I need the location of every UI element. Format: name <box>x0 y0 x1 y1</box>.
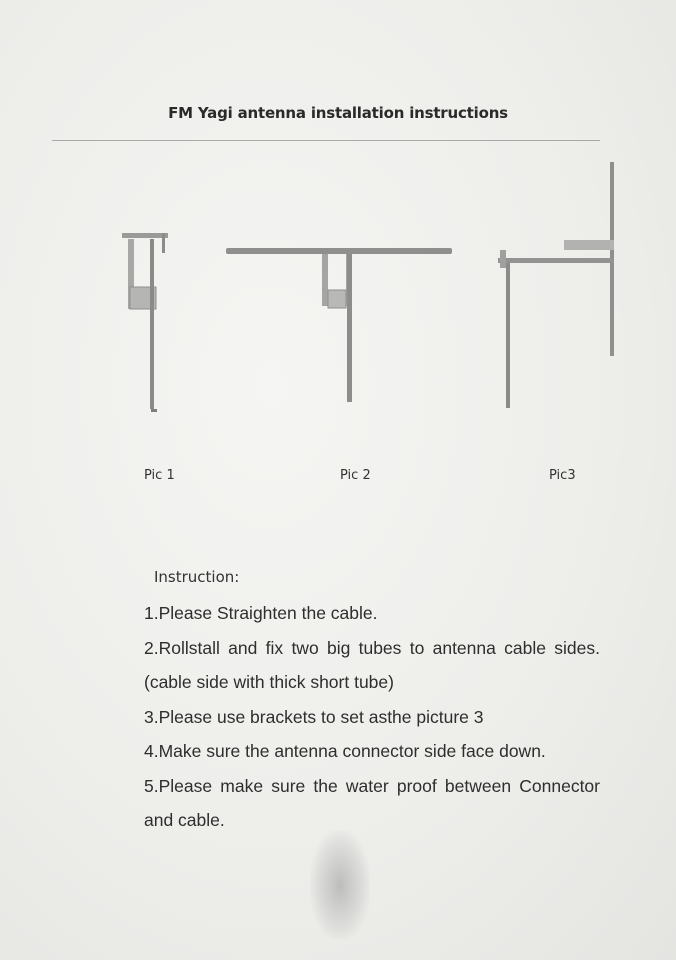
step-1: 1.Please Straighten the cable. <box>144 603 378 623</box>
title-divider <box>52 140 600 141</box>
antenna-bracket-mount-icon <box>492 158 622 413</box>
pic-1-label: Pic 1 <box>144 468 175 483</box>
step-3: 3.Please use brackets to set asthe picture 3 <box>144 706 484 727</box>
instruction-heading: Instruction: <box>154 568 240 586</box>
document-title: FM Yagi antenna installation instructions <box>168 104 508 122</box>
antenna-side-view-icon <box>110 225 180 420</box>
step-5: 5.Please make sure the water proof between Connector and cable. <box>144 775 600 830</box>
instruction-steps <box>144 596 600 838</box>
pic-2-label: Pic 2 <box>340 468 371 483</box>
antenna-dipole-front-icon <box>222 240 458 405</box>
step-4: 4.Make sure the antenna connector side face down. <box>144 741 546 761</box>
pic-3-label: Pic3 <box>549 468 576 483</box>
ink-smudge <box>310 830 370 940</box>
step-2: 2.Rollstall and fix two big tubes to antenna cable sides.(cable side with thick short tube) <box>144 637 600 692</box>
